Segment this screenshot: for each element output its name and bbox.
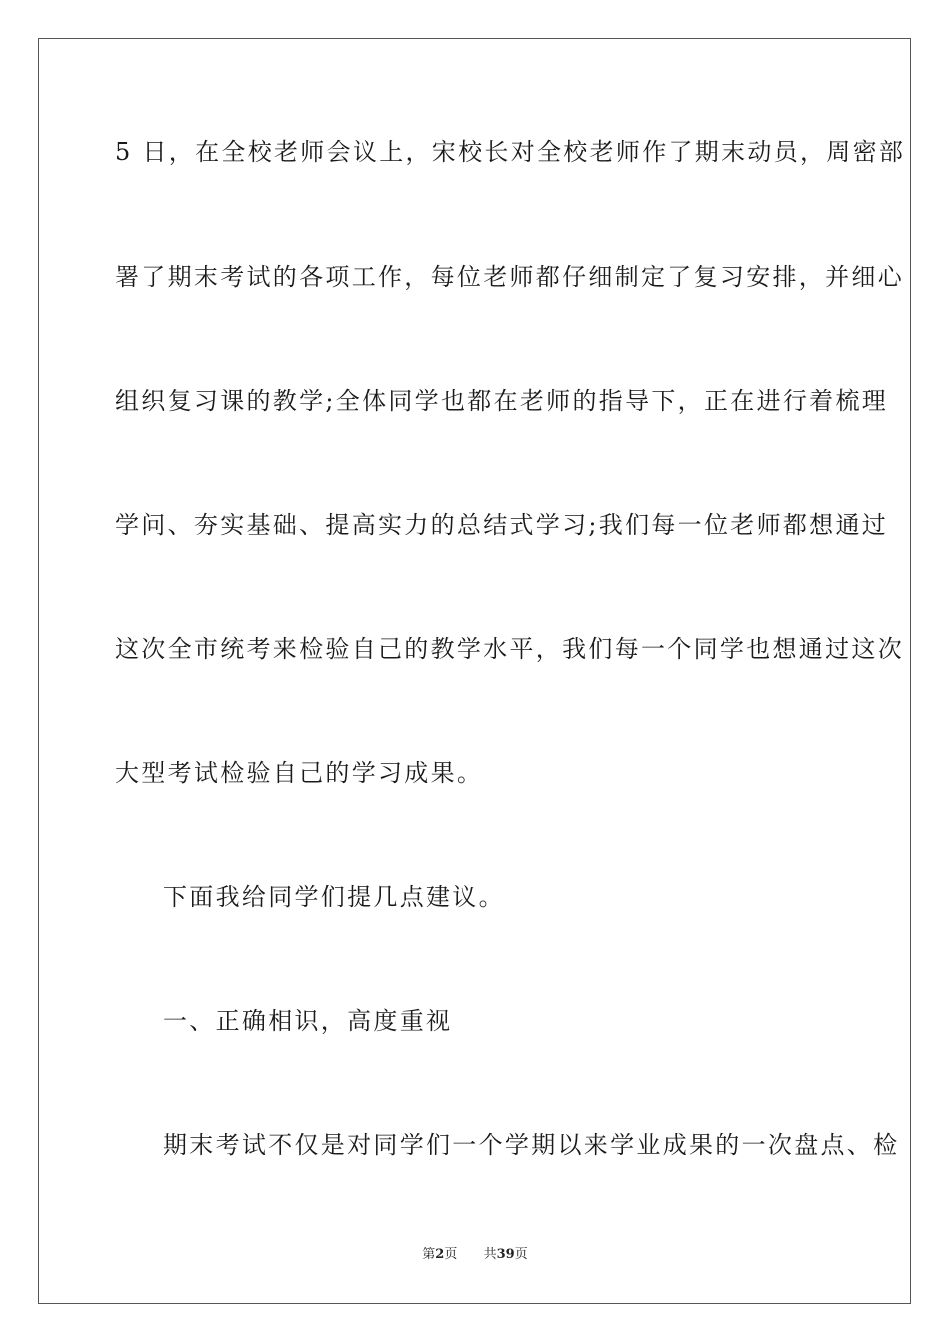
page-border [38,38,911,1304]
body-text-line: 大型考试检验自己的学习成果。 [115,759,484,787]
body-text-line: 这次全市统考来检验自己的教学水平，我们每一个同学也想通过这次 [115,635,904,663]
section-heading: 一、正确相识，高度重视 [163,1007,453,1035]
total-pages-prefix: 共 [483,1247,497,1262]
body-text-line: 学问、夯实基础、提高实力的总结式学习;我们每一位老师都想通过 [115,511,889,539]
page-number-suffix: 页 [444,1247,458,1262]
total-page-count: 39 [496,1247,515,1262]
paragraph-text: 下面我给同学们提几点建议。 [163,883,505,911]
total-pages-suffix: 页 [514,1247,528,1262]
body-text-line: 5 日，在全校老师会议上，宋校长对全校老师作了期末动员，周密部 [115,138,906,166]
body-text-line: 期末考试不仅是对同学们一个学期以来学业成果的一次盘点、检 [163,1131,900,1159]
page-footer [0,1246,950,1264]
body-text-line: 组织复习课的教学;全体同学也都在老师的指导下，正在进行着梳理 [115,387,889,415]
current-page-number: 2 [435,1247,445,1262]
body-text-line: 署了期末考试的各项工作，每位老师都仔细制定了复习安排，并细心 [115,263,904,291]
page-number-prefix: 第 [422,1247,436,1262]
